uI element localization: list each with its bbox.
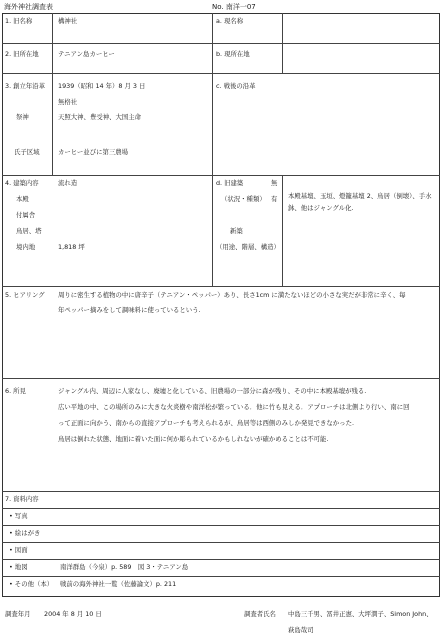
survey-date-label: 調査年月	[5, 610, 31, 618]
materials-label: 7. 資料内容	[5, 495, 39, 503]
old-name-value: 構神社	[58, 17, 78, 25]
findings-text-line: 広い平地の中、この場所のみに大きな火炎樹や南洋松が繁っている．他に竹も見える．アプローチは北側より行い、南に回	[58, 403, 410, 411]
divider	[2, 378, 440, 379]
building-style: 流れ造	[58, 179, 78, 187]
divider	[2, 576, 440, 577]
surveyors-names: 萩島哉司	[288, 626, 314, 634]
current-name-label: a. 現名称	[216, 17, 244, 25]
divider	[2, 73, 440, 74]
divider	[2, 559, 440, 560]
divider	[2, 491, 440, 492]
shrine-rank: 無格社	[58, 98, 78, 106]
divider	[282, 13, 283, 73]
findings-text-line: 鳥居は倒れた状態、地面に着いた面に何か彫られているかもしれないが確かめることは不可能.	[58, 435, 329, 443]
divider	[2, 175, 440, 176]
deity-value: 天照大神、豊受神、大国主命	[58, 113, 142, 121]
materials-photo: • 写真	[9, 512, 28, 520]
building-item-grounds: 境内地	[16, 243, 36, 251]
materials-map-label: • 地図	[9, 563, 28, 571]
materials-drawing: • 図面	[9, 546, 28, 554]
divider	[2, 286, 440, 287]
survey-number: No. 南洋一07	[212, 3, 256, 11]
founding-date: 1939（昭和 14 年）8 月 3 日	[58, 82, 146, 90]
materials-map-value: 南洋群島（今泉）p. 589 図 3・テニアン島	[60, 563, 189, 571]
divider	[212, 13, 213, 286]
hearing-label: 5. ヒアリング	[5, 291, 45, 299]
parish-value: カーヒー並びに第三農場	[58, 148, 129, 156]
new-building-detail: （用途、階層、構造）	[216, 243, 280, 251]
parish-label: 氏子区域	[14, 148, 40, 156]
materials-other-label: • その他（本）	[9, 580, 54, 588]
hearing-text-line: 年ペッパー摘みをして調味料に使っているという.	[58, 306, 201, 314]
findings-text-line: ジャングル内、周辺に人家なし、廃墟と化している、旧農場の一部分に森が残り、その中に本殿基壇が残る.	[58, 387, 367, 395]
surveyors-label: 調査者氏名	[244, 610, 276, 618]
old-name-label: 1. 旧名称	[5, 17, 33, 25]
building-item-main-hall: 本殿	[16, 195, 29, 203]
survey-title: 海外神社調査表	[4, 3, 53, 11]
grounds-area: 1,818 坪	[58, 243, 85, 251]
hearing-text-line: 周りに密生する植物の中に唐辛子（テニアン・ペッパー）あり、長さ1cm に満たないほどの小さな実だが非常に辛く、毎	[58, 291, 406, 299]
divider	[282, 175, 283, 286]
postwar-history-label: c. 戦後の沿革	[216, 82, 256, 90]
survey-date-value: 2004 年 8 月 10 日	[44, 610, 102, 618]
old-building-exists: 有	[271, 195, 278, 203]
old-location-label: 2. 旧所在地	[5, 50, 39, 58]
new-building-label: 新築	[230, 227, 243, 235]
divider	[2, 542, 440, 543]
old-building-none: 無	[271, 179, 278, 187]
old-building-label: d. 旧建築	[216, 179, 244, 187]
divider	[2, 525, 440, 526]
old-location-value: テニアン島カーヒー	[58, 50, 115, 58]
divider	[2, 508, 440, 509]
divider	[2, 43, 440, 44]
current-location-label: b. 現所在地	[216, 50, 250, 58]
building-item-annex: 付属舎	[16, 211, 36, 219]
surveyors-names: 中島三千男、冨井正憲、大坪潤子、Simon John、	[288, 610, 433, 618]
building-item-torii: 鳥居、塔	[16, 227, 42, 235]
materials-other-value: 戦前の海外神社一覧（佐藤論文）p. 211	[60, 580, 177, 588]
building-label: 4. 建築内容	[5, 179, 39, 187]
findings-text-line: って正面に向かう、南からの直接アプローチも考えられるが、鳥居等は西側のみしか発見できなかった.	[58, 419, 354, 427]
founding-history-label: 3. 創立年沿革	[5, 82, 46, 90]
findings-label: 6. 所見	[5, 387, 26, 395]
divider	[52, 13, 53, 175]
old-building-detail: 本殿基壇、玉垣、燈籠基壇 2、鳥居（倒壊）、手水鉢、他はジャングル化.	[288, 192, 432, 213]
materials-postcard: • 絵はがき	[9, 529, 41, 537]
old-building-type: （状況・種類）	[221, 195, 266, 203]
deity-label: 祭神	[16, 113, 29, 121]
